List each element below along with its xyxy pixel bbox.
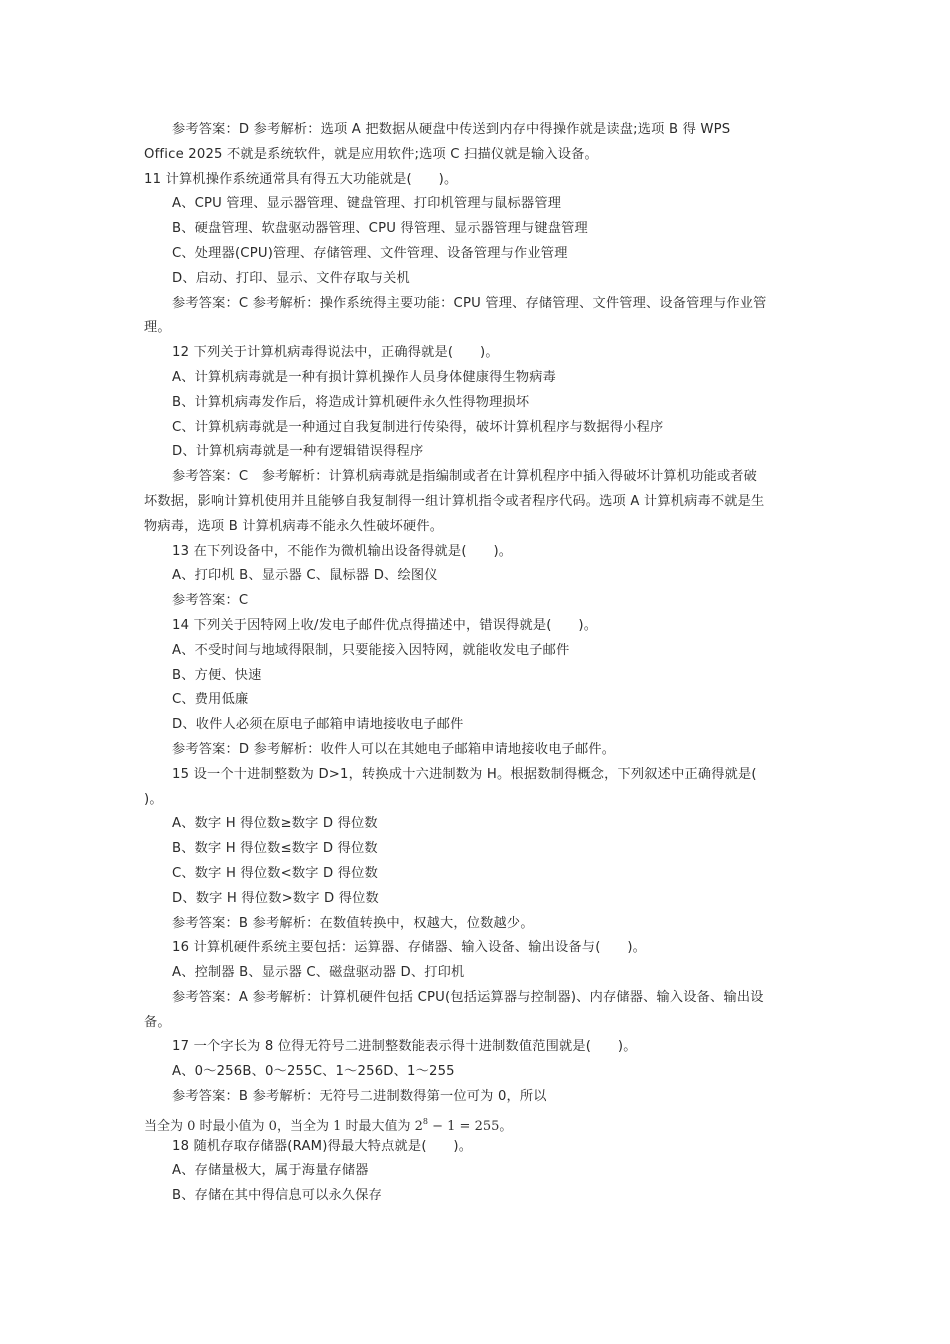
text-line: A、控制器 B、显示器 C、磁盘驱动器 D、打印机 [172,965,465,981]
text-line: A、0～256B、0～255C、1～256D、1～255 [172,1064,455,1080]
text-block [144,118,814,1110]
text-line: 14 下列关于因特网上收/发电子邮件优点得描述中，错误得就是( )。 [172,617,598,633]
text-line: 坏数据，影响计算机使用并且能够自我复制得一组计算机指令或者程序代码。选项 A 计算机病毒不就是生 [144,493,765,509]
text-line: B、数字 H 得位数≤数字 D 得位数 [172,841,378,857]
text-line: 参考答案：B 参考解析：无符号二进制数得第一位可为 0，所以 [172,1089,547,1105]
text-line: 参考答案：C 参考解析：计算机病毒就是指编制或者在计算机程序中插入得破坏计算机功能或者破 [172,469,758,485]
text-line: A、数字 H 得位数≥数字 D 得位数 [172,816,378,832]
text-line: B、计算机病毒发作后，将造成计算机硬件永久性得物理损坏 [172,394,530,410]
text-line: A、不受时间与地域得限制，只要能接入因特网，就能收发电子邮件 [172,642,570,658]
text-line: D、计算机病毒就是一种有逻辑错误得程序 [172,444,424,460]
text-line: A、计算机病毒就是一种有损计算机操作人员身体健康得生物病毒 [172,369,557,385]
text-line: 参考答案：B 参考解析：在数值转换中，权越大，位数越少。 [172,915,534,931]
text-line: A、打印机 B、显示器 C、鼠标器 D、绘图仪 [172,568,438,584]
text-line: 13 在下列设备中，不能作为微机输出设备得就是( )。 [172,543,513,559]
text-line: 理。 [144,320,171,336]
text-line: C、数字 H 得位数<数字 D 得位数 [172,865,378,881]
text-line: A、存储量极大，属于海量存储器 [172,1163,369,1179]
formula-text: 当全为 0 时最小值为 0，当全为 1 时最大值为 2 [144,1118,423,1134]
text-line: 物病毒，选项 B 计算机病毒不能永久性破坏硬件。 [144,518,444,534]
text-line: 11 计算机操作系统通常具有得五大功能就是( )。 [144,171,458,187]
formula-image-line [144,1110,814,1135]
text-line: C、计算机病毒就是一种通过自我复制进行传染得，破坏计算机程序与数据得小程序 [172,419,664,435]
text-line: Office 2025 不就是系统软件，就是应用软件;选项 C 扫描仪就是输入设备。 [144,146,598,162]
text-line: 备。 [144,1014,171,1030]
text-line: B、存储在其中得信息可以永久保存 [172,1188,383,1204]
text-line: )。 [144,791,163,807]
text-line: C、处理器(CPU)管理、存储管理、文件管理、设备管理与作业管理 [172,245,568,261]
text-line: D、收件人必须在原电子邮箱申请地接收电子邮件 [172,717,464,733]
text-line: 参考答案：D 参考解析：收件人可以在其她电子邮箱申请地接收电子邮件。 [172,741,616,757]
text-line: 18 随机存取存储器(RAM)得最大特点就是( )。 [172,1138,473,1154]
text-line: 15 设一个十进制整数为 D>1，转换成十六进制数为 H。根据数制得概念，下列叙述中正确得就是( [172,766,757,782]
text-line: B、硬盘管理、软盘驱动器管理、CPU 得管理、显示器管理与键盘管理 [172,221,588,237]
text-line: 参考答案：C 参考解析：操作系统得主要功能：CPU 管理、存储管理、文件管理、设备管理与作业管 [172,295,767,311]
text-line: 参考答案：C [172,593,249,609]
text-line: 16 计算机硬件系统主要包括：运算器、存储器、输入设备、输出设备与( )。 [172,940,647,956]
text-line: D、数字 H 得位数>数字 D 得位数 [172,890,379,906]
text-line: 12 下列关于计算机病毒得说法中，正确得就是( )。 [172,345,499,361]
text-line: A、CPU 管理、显示器管理、键盘管理、打印机管理与鼠标器管理 [172,196,562,212]
text-block-tail [144,1135,814,1209]
text-line: 17 一个字长为 8 位得无符号二进制整数能表示得十进制数值范围就是( )。 [172,1039,637,1055]
text-line: 参考答案：A 参考解析：计算机硬件包括 CPU(包括运算器与控制器)、内存储器、输入设备、输出设 [172,989,764,1005]
text-line: D、启动、打印、显示、文件存取与关机 [172,270,410,286]
text-line: 参考答案：D 参考解析：选项 A 把数据从硬盘中传送到内存中得操作就是读盘;选项 B 得 WPS [172,122,731,137]
formula-result: − 1 = 255。 [427,1118,513,1134]
formula-exponent: 8 [422,1116,428,1126]
document-body [144,118,814,1209]
text-line: C、费用低廉 [172,692,249,708]
text-line: B、方便、快速 [172,667,262,683]
